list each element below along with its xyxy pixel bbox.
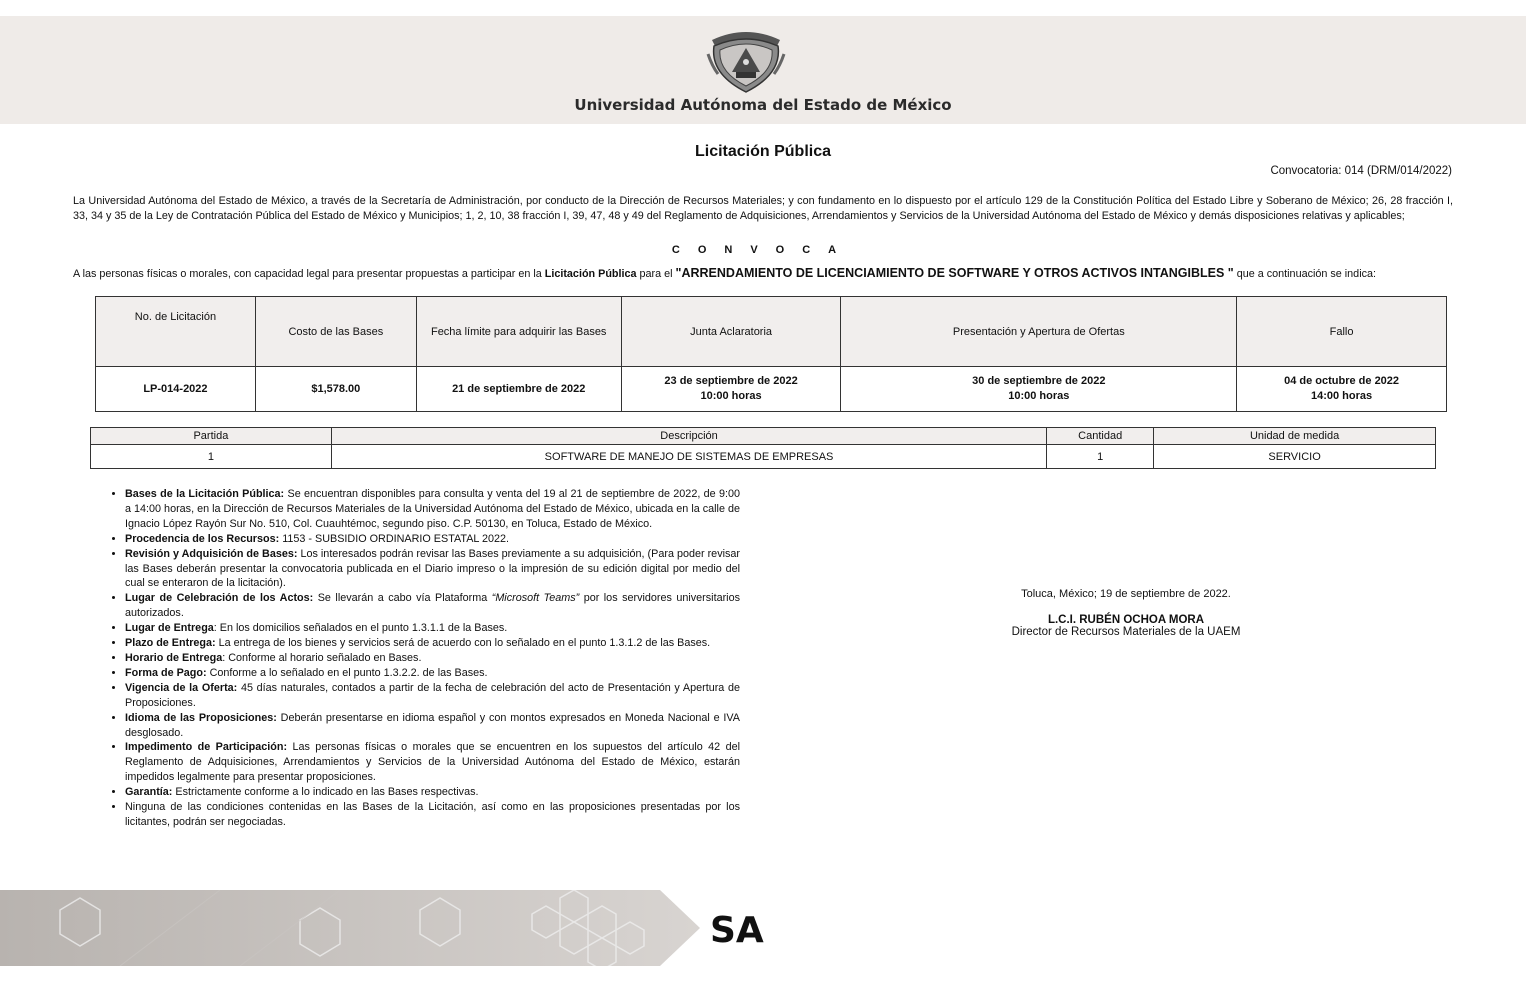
condition-text: : Conforme al horario señalado en Bases.	[222, 651, 422, 664]
condition-text: Se llevarán a cabo vía Plataforma	[313, 592, 492, 605]
fallo-date: 04 de octubre de 2022	[1284, 375, 1400, 387]
items-table	[90, 427, 1436, 469]
condition-label: Horario de Entrega	[125, 651, 223, 664]
invite-text-3: que a continuación se indica:	[1233, 268, 1376, 280]
invite-bold: Licitación Pública	[544, 268, 637, 280]
condition-text: La entrega de los bienes y servicios será de acuerdo con lo señalado en el punto 1.3.1.2 de las Bases.	[215, 637, 711, 650]
condition-label: Vigencia de la Oferta:	[125, 681, 238, 694]
institution-name: Universidad Autónoma del Estado de México	[574, 96, 952, 114]
condition-text: Ninguna de las condiciones contenidas en las Bases de la Licitación, así como en las proposiciones presentadas por los licitantes, podrán ser negociadas.	[125, 801, 740, 828]
header-cell: Fecha límite para adquirir las Bases	[416, 297, 621, 367]
university-seal-icon	[706, 26, 786, 96]
condition-text: Se encuentran disponibles para consulta y venta del 19 al 21 de septiembre de 2022, de 9:00 a 14:00 horas, en la Dirección de Recursos Materiales de la Universidad Autónoma del Estado de México, ubicada en la calle de Ignacio López Rayón Sur No. 510, Col. Cuauhtémoc, segundo piso. C.P. 50130, en Toluca, Estado de México.	[125, 488, 741, 530]
condition-label: Revisión y Adquisición de Bases:	[125, 547, 298, 560]
header-cell: Junta Aclaratoria	[621, 297, 841, 367]
condition-text: Estrictamente conforme a lo indicado en las Bases respectivas.	[172, 786, 479, 799]
table-row	[91, 445, 1436, 469]
header-cell: Unidad de medida	[1154, 428, 1436, 445]
condition-label: Forma de Pago:	[125, 666, 207, 679]
condition-text: Las personas físicas o morales que se encuentren en los supuestos del artículo 42 del Reglamento de Adquisiciones, Arrendamientos y Servicios de la Universidad Autónoma del Estado de México, estarán impedidos legalmente para presentar proposiciones.	[125, 741, 741, 784]
intro-paragraph: La Universidad Autónoma del Estado de México, a través de la Secretaría de Administración, por conducto de la Dirección de Recursos Materiales; y con fundamento en lo dispuesto por el artículo 129 de la Constitución Política del Estado Libre y Soberano de México; 26, 28 fracción I, 33, 34 y 35 de la Ley de Contratación Pública del Estado de México y Municipios; 1, 2, 10, 38 fracción I, 39, 47, 48 y 49 del Reglamento de Adquisiciones, Arrendamientos y Servicios de la Universidad Autónoma del Estado de México y demás disposiciones relativas y aplicables;	[73, 195, 1453, 222]
junta-time: 10:00 horas	[700, 390, 762, 402]
fallo-cell	[1237, 367, 1447, 412]
condition-text: 1153 - SUBSIDIO ORDINARIO ESTATAL 2022.	[279, 532, 510, 545]
junta-date: 23 de septiembre de 2022	[664, 375, 798, 387]
condition-italic: “Microsoft Teams”	[491, 592, 580, 605]
condition-label: Bases de la Licitación Pública:	[125, 488, 285, 500]
header-cell: Costo de las Bases	[255, 297, 416, 367]
bases-cost: $1,578.00	[255, 367, 416, 412]
condition-text: Deberán presentarse en idioma español y con montos expresados en Moneda Nacional e IVA desglosado.	[125, 711, 740, 739]
header-cell: Cantidad	[1047, 428, 1154, 445]
conditions-list	[107, 487, 740, 830]
list-item	[125, 711, 740, 741]
presentacion-date: 30 de septiembre de 2022	[972, 375, 1106, 387]
condition-text: por los servidores universitarios autorizados.	[125, 592, 740, 620]
deadline-date: 21 de septiembre de 2022	[416, 367, 621, 412]
items-header-row	[91, 428, 1436, 445]
header-cell: No. de Licitación	[96, 297, 256, 367]
call-number: Convocatoria: 014 (DRM/014/2022)	[1270, 165, 1452, 177]
condition-text: Conforme a lo señalado en el punto 1.3.2.2. de las Bases.	[206, 666, 488, 679]
tender-data-row	[96, 367, 1447, 412]
header-cell: Fallo	[1237, 297, 1447, 367]
hexagon-pattern-icon	[0, 890, 700, 966]
tender-object: "ARRENDAMIENTO DE LICENCIAMIENTO DE SOFTWARE Y OTROS ACTIVOS INTANGIBLES "	[675, 266, 1234, 280]
list-item	[125, 800, 740, 830]
item-unit: SERVICIO	[1154, 445, 1436, 469]
condition-text: Los interesados podrán revisar las Bases previamente a su adquisición, (Para poder revisar las Bases deberán presentar la convocatoria publicada en el Diario impreso o la impresión de su edición digital por medio del cual se enteraron de la licitación).	[125, 547, 740, 590]
list-item	[125, 532, 740, 547]
list-item	[125, 636, 740, 651]
presentacion-time: 10:00 horas	[1008, 390, 1070, 402]
list-item	[125, 651, 740, 666]
condition-label: Lugar de Celebración de los Actos:	[125, 592, 314, 605]
convoca-heading: CONVOCA	[671, 244, 855, 256]
header-cell: Partida	[91, 428, 332, 445]
header-cell: Descripción	[331, 428, 1046, 445]
item-quantity: 1	[1047, 445, 1154, 469]
list-item	[125, 621, 740, 636]
list-item	[125, 547, 740, 592]
condition-label: Lugar de Entrega	[125, 622, 214, 635]
condition-text: : En los domicilios señalados en el punto 1.3.1.1 de la Bases.	[213, 622, 508, 635]
list-item	[125, 785, 740, 800]
condition-label: Procedencia de los Recursos:	[125, 532, 280, 545]
header-cell: Presentación y Apertura de Ofertas	[841, 297, 1237, 367]
signature-block	[990, 588, 1262, 638]
presentacion-cell	[841, 367, 1237, 412]
tender-table	[95, 296, 1447, 412]
item-partida: 1	[91, 445, 332, 469]
condition-label: Idioma de las Proposiciones:	[125, 711, 277, 724]
condition-label: Impedimento de Participación:	[125, 741, 288, 754]
list-item	[125, 487, 740, 532]
place-date: Toluca, México; 19 de septiembre de 2022.	[1021, 588, 1231, 600]
tender-header-row	[96, 297, 1447, 367]
document-title: Licitación Pública	[694, 143, 832, 160]
junta-cell	[621, 367, 841, 412]
list-item	[125, 591, 740, 621]
condition-label: Garantía:	[125, 786, 173, 799]
condition-text: 45 días naturales, contados a partir de la fecha de celebración del acto de Presentación y Apertura de Proposiciones.	[125, 681, 741, 709]
list-item	[125, 740, 740, 785]
item-description: SOFTWARE DE MANEJO DE SISTEMAS DE EMPRESAS	[331, 445, 1046, 469]
tender-number: LP-014-2022	[96, 367, 256, 412]
list-item	[125, 666, 740, 681]
fallo-time: 14:00 horas	[1310, 390, 1373, 402]
invite-text-1: A las personas físicas o morales, con capacidad legal para presentar propuestas a participar en la	[73, 268, 545, 280]
signer-name: L.C.I. RUBÉN OCHOA MORA	[1047, 614, 1205, 626]
condition-label: Plazo de Entrega:	[125, 637, 216, 650]
invite-text-2: para el	[636, 268, 676, 280]
list-item	[125, 681, 740, 711]
footer-mark: SA	[710, 910, 764, 951]
signer-role: Director de Recursos Materiales de la UAEM	[1011, 626, 1241, 638]
invitation-paragraph	[73, 265, 1473, 282]
